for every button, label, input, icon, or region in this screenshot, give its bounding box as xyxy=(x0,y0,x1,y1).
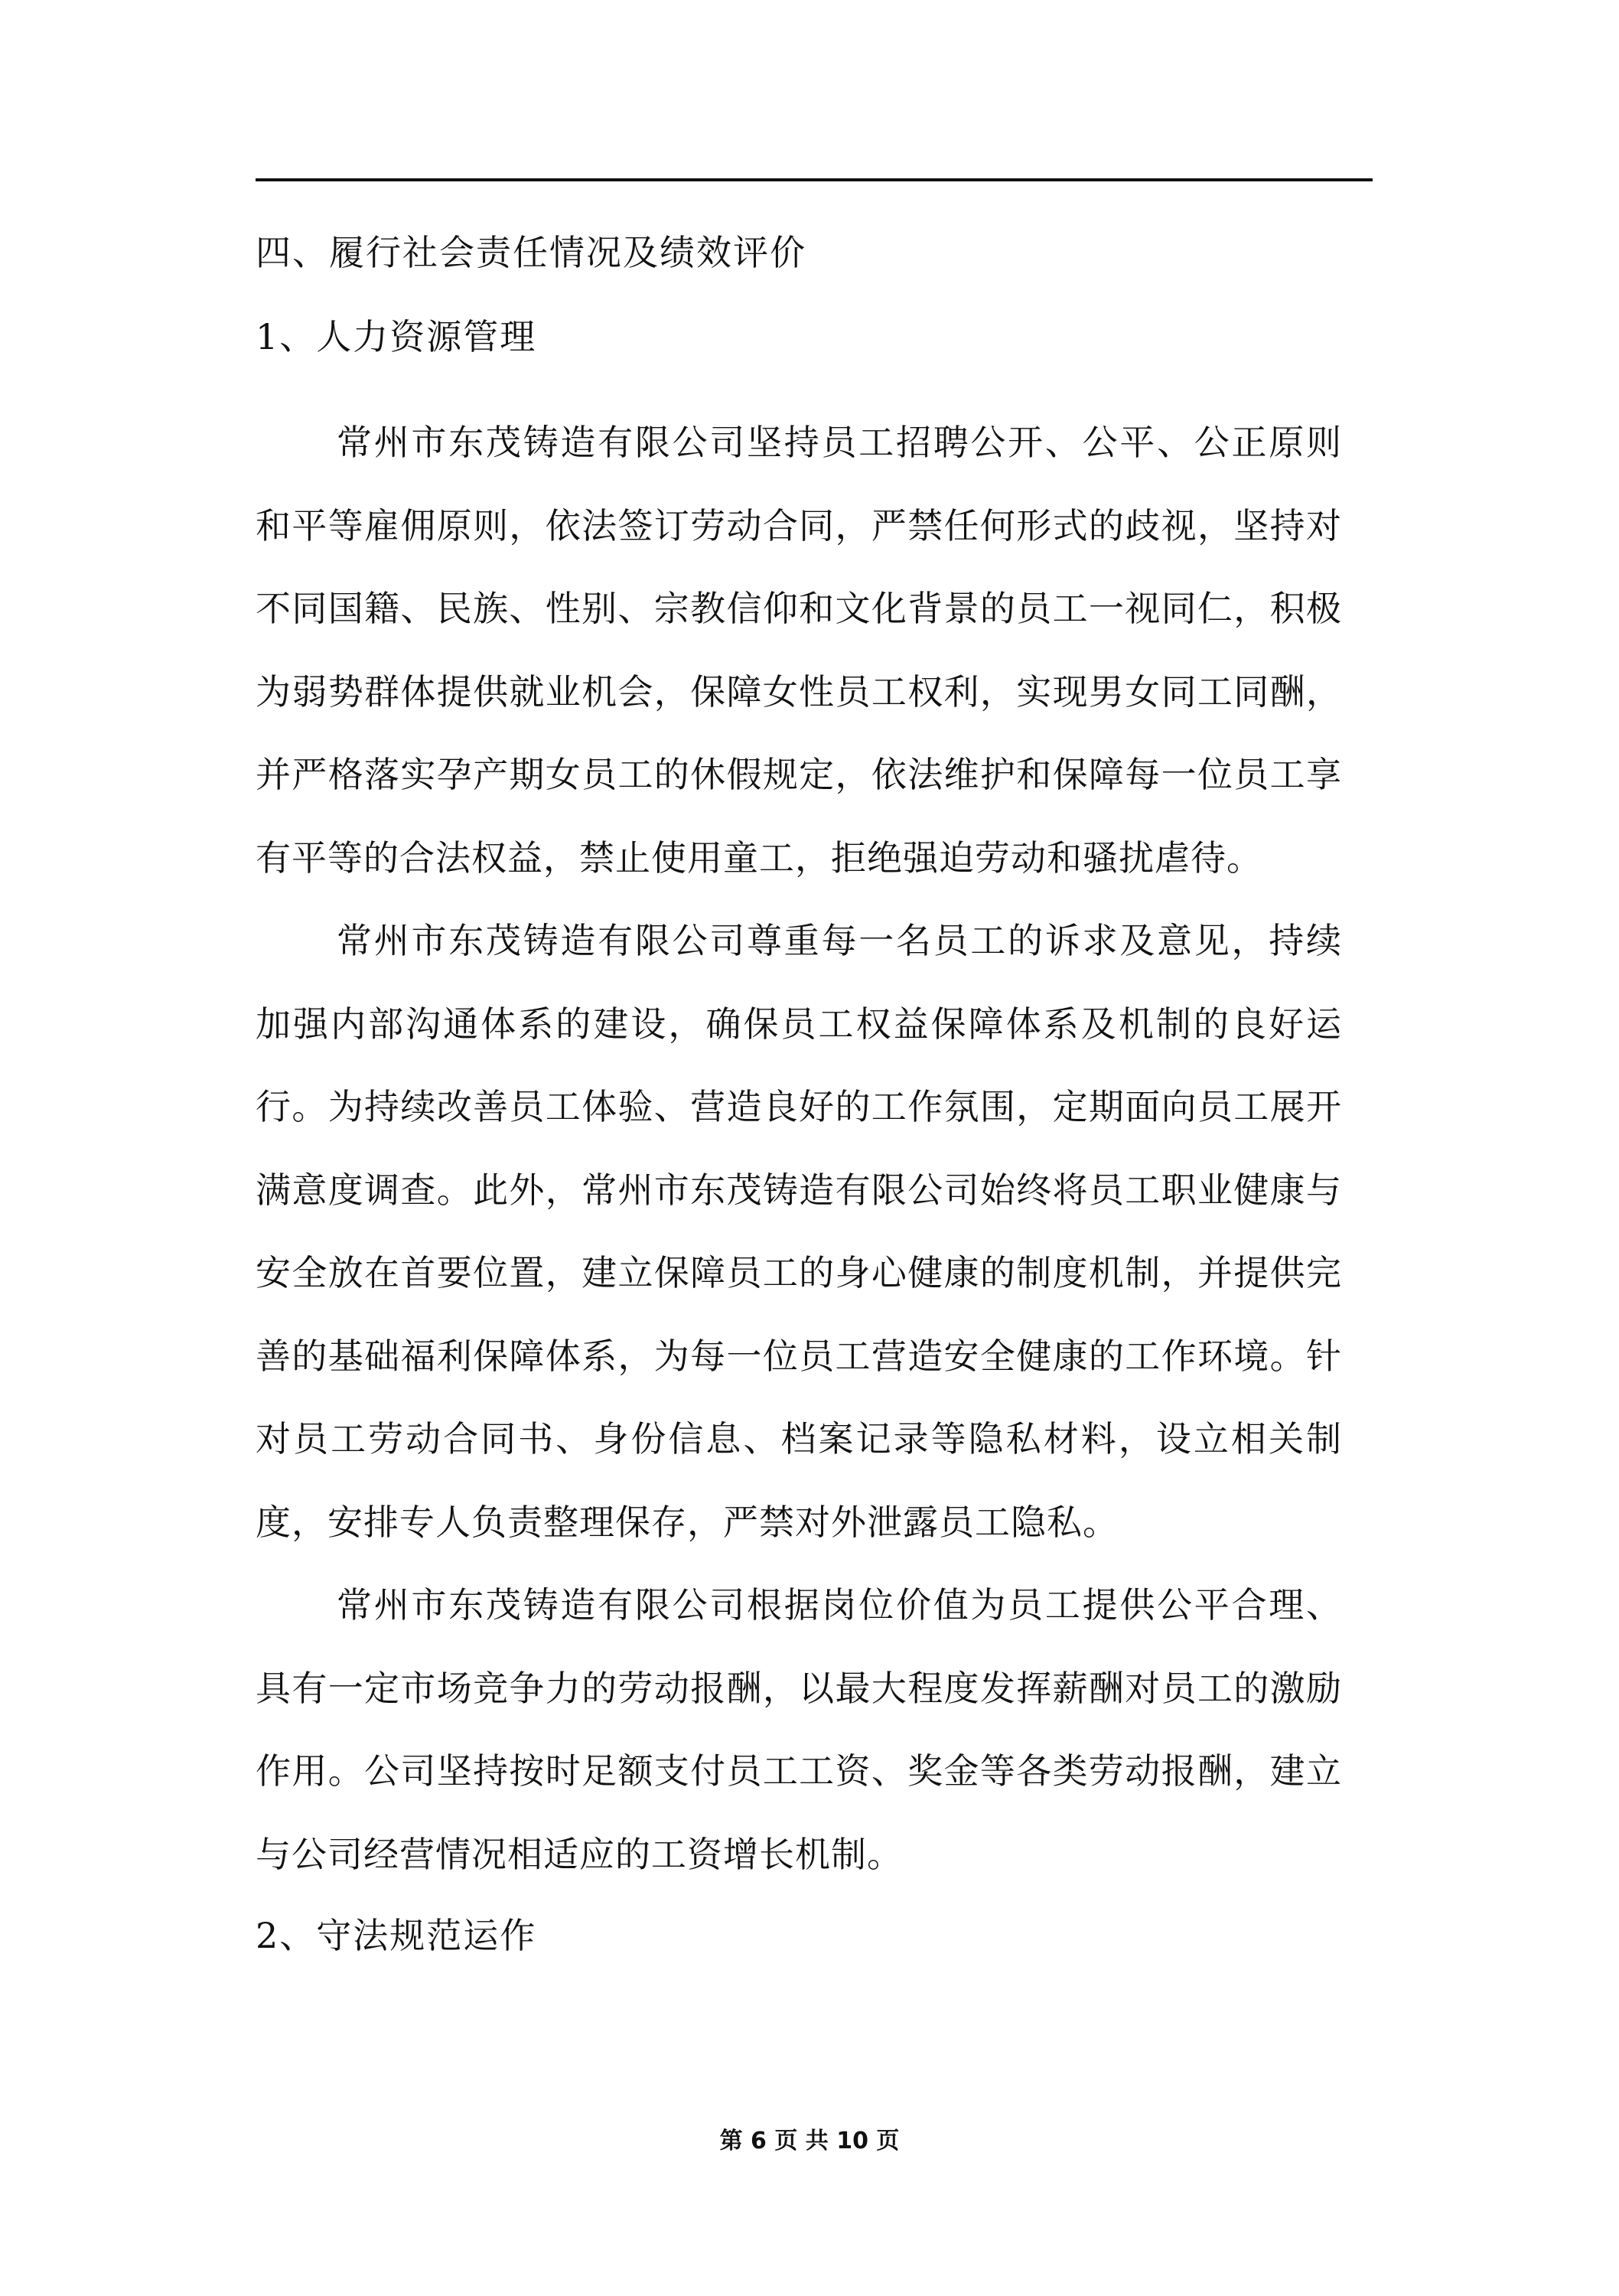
header-rule xyxy=(256,178,1373,181)
subsection-heading-compliance: 2、守法规范运作 xyxy=(256,1915,537,1956)
paragraph-compensation: 常州市东茂铸造有限公司根据岗位价值为员工提供公平合理、具有一定市场竞争力的劳动报酬，以最大程度发挥薪酬对员工的激励作用。公司坚持按时足额支付员工工资、奖金等各类劳动报酬，建立与公司经营情况相适应的工资增长机制。 xyxy=(256,1584,1342,1875)
section-heading: 四、履行社会责任情况及绩效评价 xyxy=(256,232,806,273)
paragraph-communication-health: 常州市东茂铸造有限公司尊重每一名员工的诉求及意见，持续加强内部沟通体系的建设，确保员工权益保障体系及机制的良好运行。为持续改善员工体验、营造良好的工作氛围，定期面向员工展开满意度调查。此外，常州市东茂铸造有限公司始终将员工职业健康与安全放在首要位置，建立保障员工的身心健康的制度机制，并提供完善的基础福利保障体系，为每一位员工营造安全健康的工作环境。针对员工劳动合同书、身份信息、档案记录等隐私材料，设立相关制度，安排专人负责整理保存，严禁对外泄露员工隐私。 xyxy=(256,920,1342,1543)
subsection-heading-hr: 1、人力资源管理 xyxy=(256,316,537,357)
page-number-footer: 第 6 页 共 10 页 xyxy=(719,2128,900,2154)
document-body xyxy=(256,230,1342,1958)
paragraph-equal-employment: 常州市东茂铸造有限公司坚持员工招聘公开、公平、公正原则和平等雇佣原则，依法签订劳动合同，严禁任何形式的歧视，坚持对不同国籍、民族、性别、宗教信仰和文化背景的员工一视同仁，积极为弱势群体提供就业机会，保障女性员工权利，实现男女同工同酬，并严格落实孕产期女员工的休假规定，依法维护和保障每一位员工享有平等的合法权益，禁止使用童工，拒绝强迫劳动和骚扰虐待。 xyxy=(256,422,1342,879)
